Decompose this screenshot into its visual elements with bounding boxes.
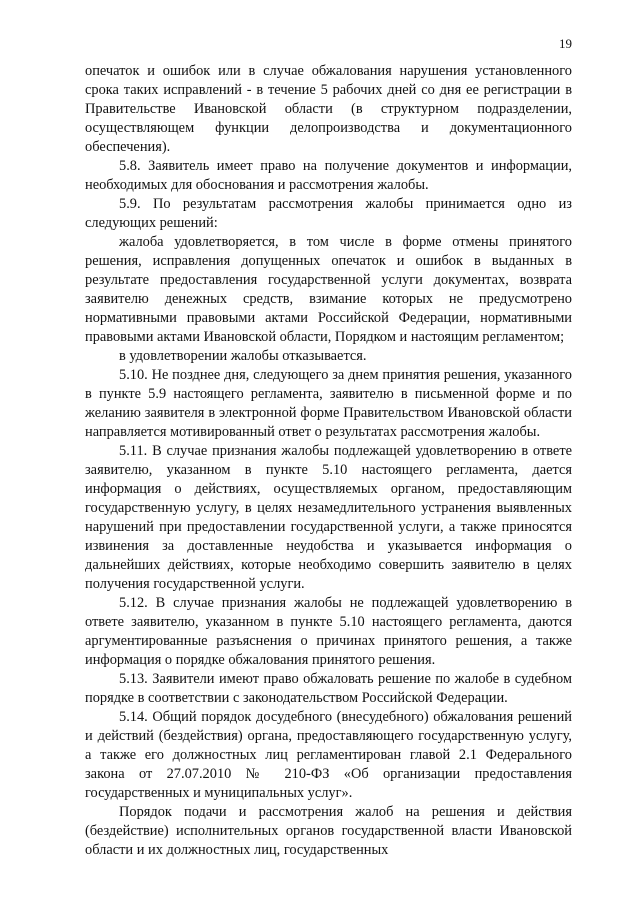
paragraph-5-11: 5.11. В случае признания жалобы подлежащей удовлетворению в ответе заявителю, указанном в пункте 5.10 настоящего регламента, дается информация о действиях, осуществляемых органом, предоставляющим государственную услугу, в целях незамедлительного устранения выявленных нарушений при предоставлении государственной услуги, а также приносятся извинения за доставленные неудобства и указывается информация о дальнейших действиях, которые необходимо совершить заявителю в целях получения государственной услуги. (85, 443, 572, 592)
paragraph-5-8: 5.8. Заявитель имеет право на получение документов и информации, необходимых для обоснования и рассмотрения жалобы. (85, 158, 572, 193)
paragraph-5-10: 5.10. Не позднее дня, следующего за днем принятия решения, указанного в пункте 5.9 настоящего регламента, заявителю в письменной форме и по желанию заявителя в электронной форме Правительством Ивановской области направляется мотивированный ответ о результатах рассмотрения жалобы. (85, 367, 572, 440)
paragraph-5-9-option-refuse: в удовлетворении жалобы отказывается. (119, 348, 367, 364)
paragraph-5-14: 5.14. Общий порядок досудебного (внесудебного) обжалования решений и действий (бездействия) органа, предоставляющего государственную услугу, а также его должностных лиц регламентирован главой 2.1 Федерального закона от 27.07.2010 № 210-ФЗ «Об организации предоставления государственных и муниципальных услуг». (85, 709, 572, 801)
paragraph-continuation: опечаток и ошибок или в случае обжалования нарушения установленного срока таких исправлений - в течение 5 рабочих дней со дня ее регистрации в Правительстве Ивановской области (в структурном подразделении, осуществляющем функции делопроизводства и документационного обеспечения). (85, 63, 572, 155)
paragraph-5-9: 5.9. По результатам рассмотрения жалобы принимается одно из следующих решений: (85, 196, 572, 231)
paragraph-5-9-option-satisfy: жалоба удовлетворяется, в том числе в форме отмены принятого решения, исправления допущенных опечаток и ошибок в выданных в результате предоставления государственной услуги документах, возврата заявителю денежных средств, взимание которых не предусмотрено нормативными правовыми актами Российской Федерации, нормативными правовыми актами Ивановской области, Порядком и настоящим регламентом; (85, 234, 572, 345)
document-body (85, 62, 572, 860)
paragraph-complaint-procedure: Порядок подачи и рассмотрения жалоб на решения и действия (бездействие) исполнительных органов государственной власти Ивановской области и их должностных лиц, государственных (85, 804, 572, 858)
paragraph-5-13: 5.13. Заявители имеют право обжаловать решение по жалобе в судебном порядке в соответствии с законодательством Российской Федерации. (85, 671, 572, 706)
page-number: 19 (559, 36, 572, 51)
paragraph-5-12: 5.12. В случае признания жалобы не подлежащей удовлетворению в ответе заявителю, указанном в пункте 5.10 настоящего регламента, даются аргументированные разъяснения о причинах принятого решения, а также информация о порядке обжалования принятого решения. (85, 595, 572, 668)
